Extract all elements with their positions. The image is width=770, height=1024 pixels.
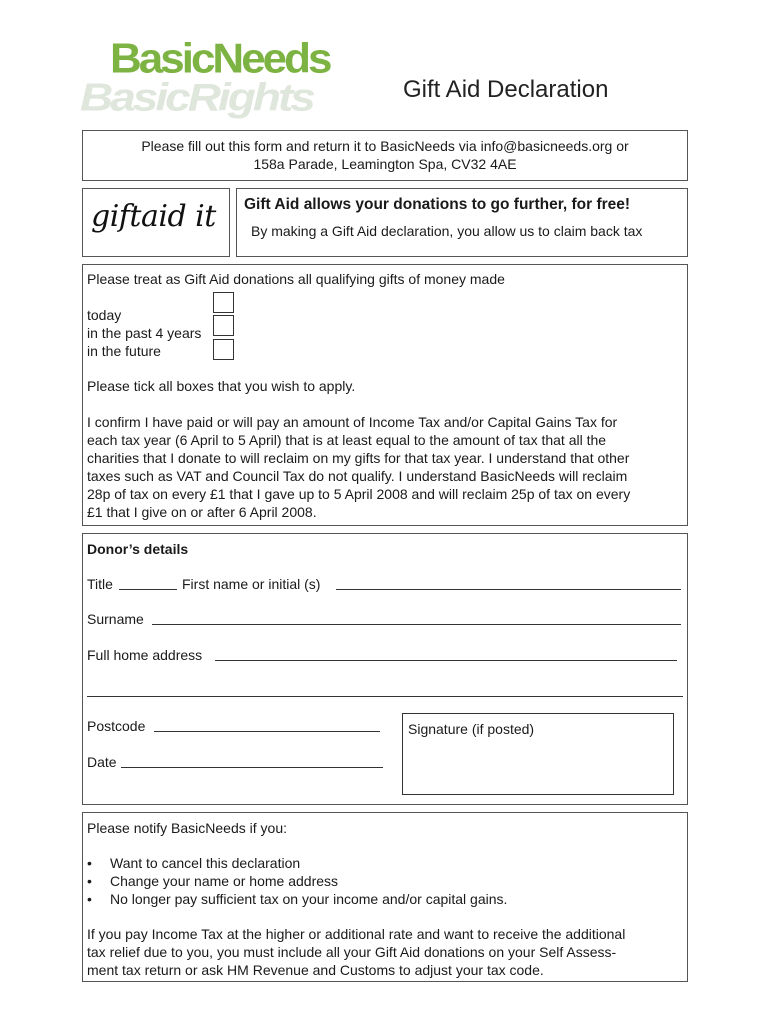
donor-details-box bbox=[82, 533, 688, 805]
notify-list bbox=[83, 854, 683, 908]
logo-text: BasicNeeds bbox=[110, 35, 330, 82]
declaration-box bbox=[82, 264, 688, 526]
option-label-today: today bbox=[87, 307, 122, 323]
declaration-heading: Please treat as Gift Aid donations all qualifying gifts of money made bbox=[87, 271, 505, 287]
postcode-label: Postcode bbox=[87, 718, 146, 734]
address-input-line-2[interactable] bbox=[87, 696, 683, 697]
intro-line-2: 158a Parade, Leamington Spa, CV32 4AE bbox=[253, 156, 517, 172]
intro-box bbox=[82, 130, 688, 181]
donor-heading: Donor’s details bbox=[87, 541, 189, 557]
notify-heading: Please notify BasicNeeds if you: bbox=[87, 820, 287, 836]
title-label: Title bbox=[87, 576, 113, 592]
checkbox-past-4-years[interactable] bbox=[213, 315, 234, 336]
list-item: • No longer pay sufficient tax on your income and/or capital gains. bbox=[83, 890, 683, 908]
giftaid-logo-box bbox=[82, 188, 230, 257]
list-item: • Want to cancel this declaration bbox=[83, 854, 683, 872]
confirm-line-3: charities that I donate to will reclaim on my gifts for that tax year. I understand that other bbox=[87, 450, 630, 466]
date-input[interactable] bbox=[121, 767, 383, 768]
notify-footer-line-2: tax relief due to you, you must include all your Gift Aid donations on your Self Assess- bbox=[87, 944, 617, 960]
checkbox-future[interactable] bbox=[213, 339, 234, 360]
address-label: Full home address bbox=[87, 647, 203, 663]
surname-input[interactable] bbox=[152, 624, 681, 625]
giftaid-subline: By making a Gift Aid declaration, you allow us to claim back tax bbox=[251, 223, 643, 239]
option-label-future: in the future bbox=[87, 343, 161, 359]
notify-footer-line-1: If you pay Income Tax at the higher or additional rate and want to receive the additional bbox=[87, 926, 626, 942]
first-name-label: First name or initial (s) bbox=[182, 576, 321, 592]
date-label: Date bbox=[87, 754, 117, 770]
confirm-line-2: each tax year (6 April to 5 April) that is at least equal to the amount of tax that all the bbox=[87, 432, 607, 448]
tick-instruction: Please tick all boxes that you wish to apply. bbox=[87, 378, 356, 394]
surname-label: Surname bbox=[87, 611, 144, 627]
list-item: • Change your name or home address bbox=[83, 872, 683, 890]
checkbox-today[interactable] bbox=[213, 292, 234, 313]
page-title: Gift Aid Declaration bbox=[403, 76, 609, 103]
confirm-line-6: £1 that I give on or after 6 April 2008. bbox=[87, 504, 317, 520]
postcode-input[interactable] bbox=[154, 731, 380, 732]
notify-box bbox=[82, 812, 688, 982]
confirm-line-4: taxes such as VAT and Council Tax do not qualify. I understand BasicNeeds will reclaim bbox=[87, 468, 628, 484]
giftaid-headline: Gift Aid allows your donations to go further, for free! bbox=[244, 196, 631, 213]
first-name-input[interactable] bbox=[336, 589, 681, 590]
giftaid-logo: giftaid it bbox=[91, 199, 216, 234]
confirm-line-1: I confirm I have paid or will pay an amount of Income Tax and/or Capital Gains Tax for bbox=[87, 414, 618, 430]
intro-line-1: Please fill out this form and return it to BasicNeeds via info@basicneeds.org or bbox=[141, 138, 629, 154]
option-label-past-4-years: in the past 4 years bbox=[87, 325, 202, 341]
signature-box[interactable] bbox=[402, 713, 674, 795]
giftaid-info-box bbox=[236, 188, 688, 257]
address-input-line-1[interactable] bbox=[215, 660, 677, 661]
confirm-line-5: 28p of tax on every £1 that I gave up to 5 April 2008 and will reclaim 25p of tax on every bbox=[87, 486, 631, 502]
logo-subtext: BasicRights bbox=[80, 74, 313, 120]
title-input[interactable] bbox=[119, 589, 177, 590]
notify-footer-line-3: ment tax return or ask HM Revenue and Customs to adjust your tax code. bbox=[87, 962, 544, 978]
signature-label: Signature (if posted) bbox=[408, 721, 535, 737]
